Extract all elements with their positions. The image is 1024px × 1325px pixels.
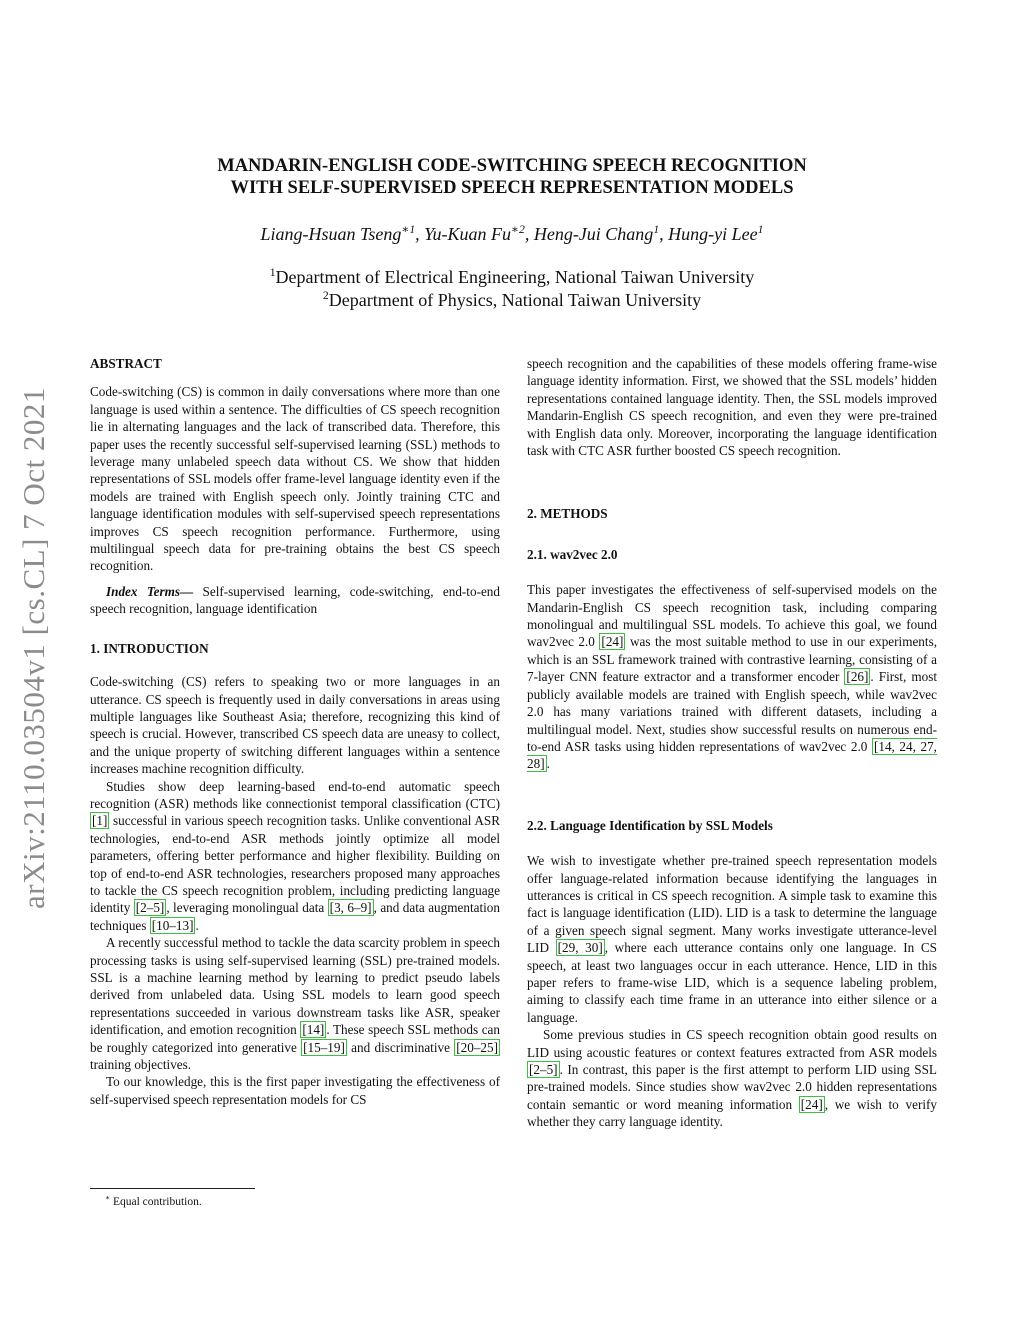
citation-link[interactable]: [29, 30] (557, 940, 603, 956)
subsection-2-1-text: This paper investigates the effectiveness of self-supervised models on the Mandarin-English CS speech recognition task, including comparing monolingual and multilingual SSL models. To achieve this goal, we found wav2vec 2.0 [24] was the most suitable method to use in our experiments, which is an SSL framework trained with contrastive learning, consisting of a 7-layer CNN feature extractor and a transformer encoder [26] . First, most publicly available models are trained with English speech, while wav2vec 2.0 has many variations trained with different datasets, including a multilingual model. Next, studies show successful results on numerous end-to-end ASR tasks using hidden representations of wav2vec 2.0 [14, 24, 27, 28] . (527, 582, 937, 772)
author-superscript: 1 (757, 223, 764, 236)
intro-continuation: speech recognition and the capabilities of these models offering frame-wise language identity information. First, we showed that the SSL models’ hidden representations contained language identity. Then, the SSL models improved Mandarin-English CS speech recognition, and even they were pre-trained with English data only. Moreover, incorporating the language identification task with CTC ASR further boosted CS speech recognition. (527, 356, 937, 459)
intro-paragraph-1: Code-switching (CS) refers to speaking two or more languages in an utterance. CS speech is frequently used in daily conversations in areas using multiple languages like Southeast Asia; therefore, recognizing this kind of speech is crucial. However, transcribed CS speech data are uneasy to collect, and the unique property of switching different languages within a sentence increases machine recognition difficulty. (90, 674, 500, 777)
citation-link[interactable]: [24] (800, 1096, 823, 1112)
author-name: Hung-yi Lee (668, 224, 758, 244)
citation-link[interactable]: [20–25] (456, 1039, 499, 1055)
right-column (527, 355, 937, 1131)
citation-link[interactable]: [14, 24, 27, 28] (527, 738, 937, 772)
paper-title (120, 155, 904, 199)
citation-link[interactable]: [24] (601, 634, 624, 650)
footnote (105, 1195, 202, 1209)
affiliation-superscript: 2 (322, 289, 329, 302)
footnote-mark: ∗ (105, 1193, 111, 1203)
citation-link[interactable]: [2–5] (529, 1062, 558, 1077)
subsection-2-2-paragraph-2: Some previous studies in CS speech recognition obtain good results on LID using acoustic features or context features extracted from ASR models [2–5] . In contrast, this paper is the first attempt to perform LID using SSL pre-trained models. Since studies show wav2vec 2.0 hidden representations contain semantic or word meaning information [24] , we wish to verify whether they carry language identity. (527, 1027, 937, 1130)
footnote-rule (90, 1188, 255, 1189)
author-superscript: ∗1 (401, 223, 416, 236)
citation-link[interactable]: [1] (92, 813, 108, 829)
subsection-2-1-heading: 2.1. wav2vec 2.0 (527, 546, 618, 562)
citation-link[interactable]: [14] (302, 1022, 325, 1038)
subsection-2-2-paragraph-1: We wish to investigate whether pre-trained speech representation models offer language-related information because identifying the languages in utterances is critical in CS speech recognition. A simple task to examine this fact is language identification (LID). LID is a task to determine the language of a given speech signal segment. Many works investigate utterance-level LID [29, 30] , where each utterance contains only one language. In CS speech, at least two languages occur in each utterance. Hence, LID in this paper refers to frame-wise LID, which is a sequence labeling problem, aiming to classify each time frame in an utterance into either silence or a language. (527, 853, 937, 1025)
author-separator: , (524, 224, 534, 244)
affiliation-1 (120, 266, 904, 289)
affiliation-text: Department of Physics, National Taiwan University (328, 290, 702, 310)
title-line-2: WITH SELF-SUPERVISED SPEECH REPRESENTATION MODELS (230, 178, 794, 198)
intro-heading: 1. INTRODUCTION (90, 640, 209, 656)
citation-link[interactable]: [10–13] (151, 917, 194, 933)
intro-paragraph-2: Studies show deep learning-based end-to-end automatic speech recognition (ASR) methods like connectionist temporal classification (CTC) [1] successful in various speech recognition tasks. Unlike conventional ASR technologies, end-to-end ASR methods jointly optimize all model parameters, offering better performance and higher flexibility. Building on top of end-to-end ASR technologies, researchers proposed many approaches to tackle the CS speech recognition problem, including predicting language identity [2–5] , leveraging monolingual data [3, 6–9] , and data augmentation techniques [10–13] . (90, 778, 500, 933)
affiliation-list (120, 266, 904, 312)
author-superscript: 1 (653, 223, 660, 236)
affiliation-text: Department of Electrical Engineering, National Taiwan University (275, 267, 755, 287)
left-column (90, 355, 500, 1108)
abstract-text: Code-switching (CS) is common in daily conversations where more than one language is used within a sentence. The difficulties of CS speech recognition lie in alternating languages and the lack of transcribed data. Therefore, this paper uses the recently successful self-supervised learning (SSL) methods to leverage many unlabeled speech data without CS. We show that hidden representations of SSL models offer frame-level language identity even if the models are trained with English speech only. Jointly training CTC and language identification modules with self-supervised speech representations improves CS speech recognition performance. Furthermore, using multilingual speech data for pre-training obtains the best CS speech recognition. (90, 384, 500, 574)
author-name: Heng-Jui Chang (533, 224, 654, 244)
citation-link[interactable]: [2–5] (135, 900, 165, 916)
index-terms-label: Index Terms— (106, 583, 194, 599)
citation-link[interactable]: [26] (846, 669, 869, 685)
author-superscript: ∗2 (511, 223, 525, 236)
index-terms-text: Self-supervised learning, code-switching, end-to-end speech recognition, language identification (90, 583, 500, 617)
methods-heading: 2. METHODS (527, 506, 608, 522)
author-name: Yu-Kuan Fu (424, 224, 512, 244)
author-separator: , (659, 224, 669, 244)
title-line-1: MANDARIN-ENGLISH CODE-SWITCHING SPEECH RECOGNITION (217, 156, 807, 176)
citation-link[interactable]: [15–19] (303, 1039, 345, 1055)
affiliation-2 (120, 289, 904, 312)
arxiv-stamp: arXiv:2110.03504v1 [cs.CL] 7 Oct 2021 (16, 387, 51, 909)
author-separator: , (415, 224, 425, 244)
affiliation-superscript: 1 (269, 266, 276, 279)
abstract-heading: ABSTRACT (90, 356, 162, 371)
intro-paragraph-4: To our knowledge, this is the first paper investigating the effectiveness of self-supervised speech representation models for CS (90, 1074, 500, 1107)
intro-paragraph-3: A recently successful method to tackle the data scarcity problem in speech processing tasks is using self-supervised learning (SSL) pre-trained models. SSL is a machine learning method by learning to predict pseudo labels derived from unlabeled data. Using SSL models to learn good speech representations succeeded in various downstream tasks like ASR, speaker identification, and emotion recognition [14] . These speech SSL methods can be roughly categorized into generative [15–19] and discriminative [20–25] training objectives. (90, 935, 500, 1073)
author-list (120, 222, 904, 246)
subsection-2-2-heading: 2.2. Language Identification by SSL Models (527, 817, 773, 833)
author-name: Liang-Hsuan Tseng (260, 224, 402, 244)
footnote-text: Equal contribution. (110, 1196, 202, 1208)
index-terms (90, 583, 500, 618)
citation-link[interactable]: [3, 6–9] (329, 900, 372, 916)
